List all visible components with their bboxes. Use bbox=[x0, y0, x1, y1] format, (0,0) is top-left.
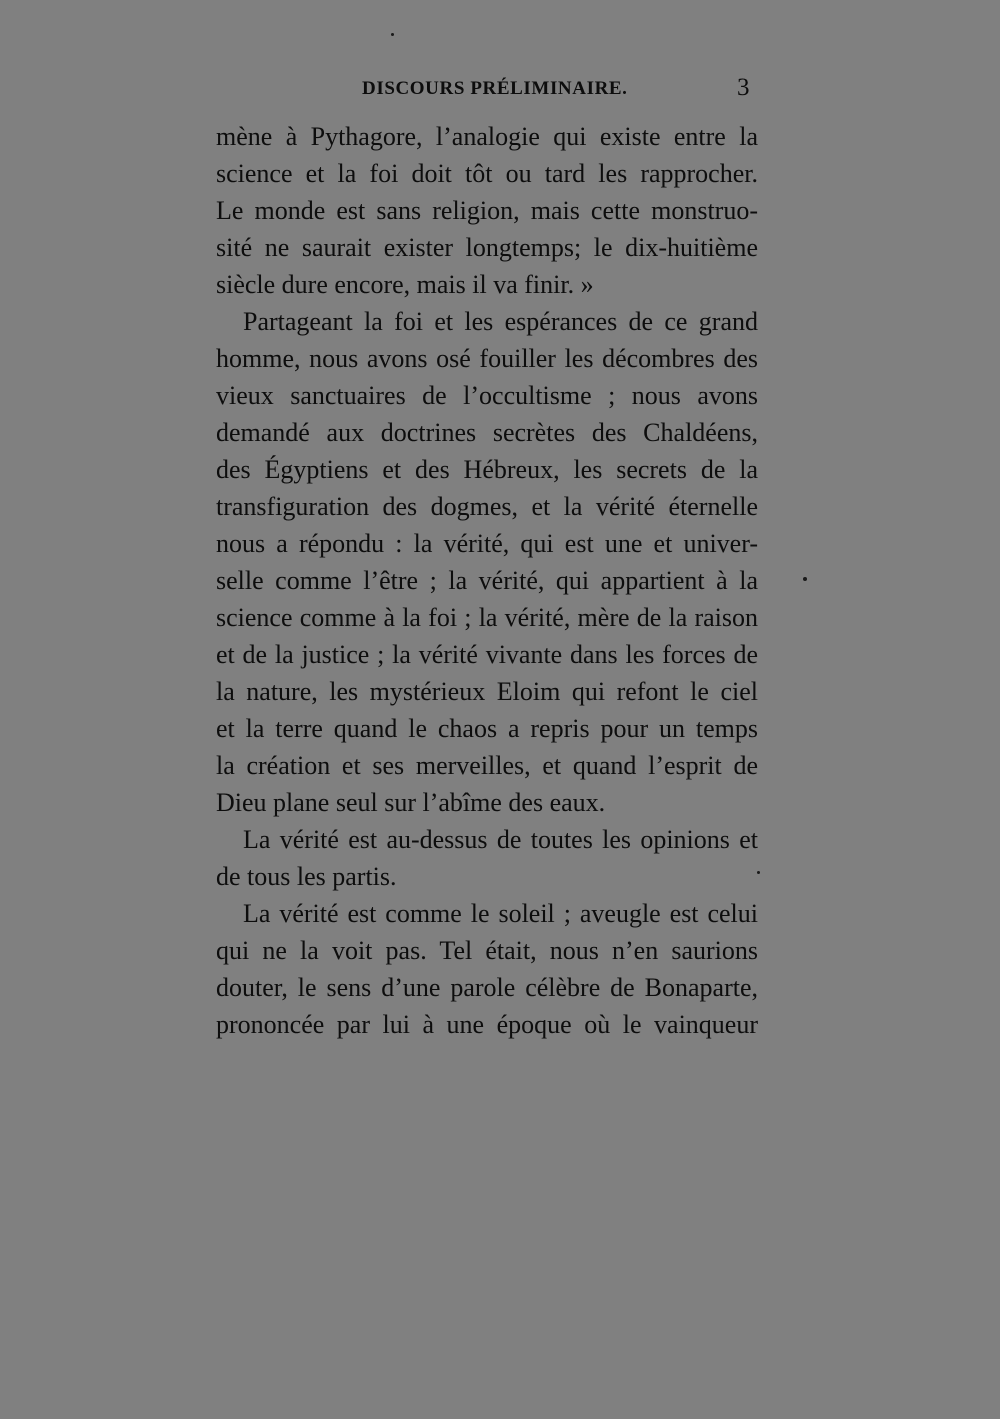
text-line: science et la foi doit tôt ou tard les rapprocher. bbox=[216, 159, 758, 188]
text-line: siècle dure encore, mais il va finir. » bbox=[216, 270, 594, 299]
text-line: la création et ses merveilles, et quand l’esprit de bbox=[216, 751, 758, 780]
text-line: de tous les partis. bbox=[216, 862, 397, 891]
text-line: des Égyptiens et des Hébreux, les secrets de la bbox=[216, 455, 758, 484]
text-line: Le monde est sans religion, mais cette monstruo- bbox=[216, 196, 758, 225]
text-line: nous a répondu : la vérité, qui est une et univer- bbox=[216, 529, 758, 558]
scan-speck bbox=[803, 577, 807, 581]
paragraph bbox=[216, 118, 758, 303]
page-number: 3 bbox=[737, 74, 750, 101]
text-line: qui ne la voit pas. Tel était, nous n’en saurions bbox=[216, 936, 758, 965]
running-head-title: DISCOURS PRÉLIMINAIRE. bbox=[362, 78, 628, 99]
text-line: La vérité est au-dessus de toutes les opinions et bbox=[243, 825, 758, 854]
paragraph bbox=[216, 821, 758, 895]
text-line: Dieu plane seul sur l’abîme des eaux. bbox=[216, 788, 606, 817]
text-line: et de la justice ; la vérité vivante dans les forces de bbox=[216, 640, 758, 669]
text-line: La vérité est comme le soleil ; aveugle est celui bbox=[243, 899, 758, 928]
text-line: Partageant la foi et les espérances de ce grand bbox=[243, 307, 758, 336]
text-line: demandé aux doctrines secrètes des Chaldéens, bbox=[216, 418, 758, 447]
scan-speck bbox=[757, 871, 760, 874]
body-text bbox=[216, 118, 758, 1043]
paragraph bbox=[216, 895, 758, 1043]
text-line: selle comme l’être ; la vérité, qui appartient à la bbox=[216, 566, 758, 595]
text-line: et la terre quand le chaos a repris pour un temps bbox=[216, 714, 758, 743]
text-line: homme, nous avons osé fouiller les décombres des bbox=[216, 344, 758, 373]
scan-speck bbox=[391, 33, 394, 36]
text-line: la nature, les mystérieux Eloim qui refont le ciel bbox=[216, 677, 758, 706]
text-line: vieux sanctuaires de l’occultisme ; nous avons bbox=[216, 381, 758, 410]
text-line: transfiguration des dogmes, et la vérité éternelle bbox=[216, 492, 758, 521]
paragraph bbox=[216, 303, 758, 821]
text-line: prononcée par lui à une époque où le vainqueur bbox=[216, 1010, 758, 1039]
text-line: mène à Pythagore, l’analogie qui existe entre la bbox=[216, 122, 758, 151]
text-line: sité ne saurait exister longtemps; le dix-huitième bbox=[216, 233, 758, 262]
text-line: science comme à la foi ; la vérité, mère de la raison bbox=[216, 603, 758, 632]
text-line: douter, le sens d’une parole célèbre de Bonaparte, bbox=[216, 973, 758, 1002]
